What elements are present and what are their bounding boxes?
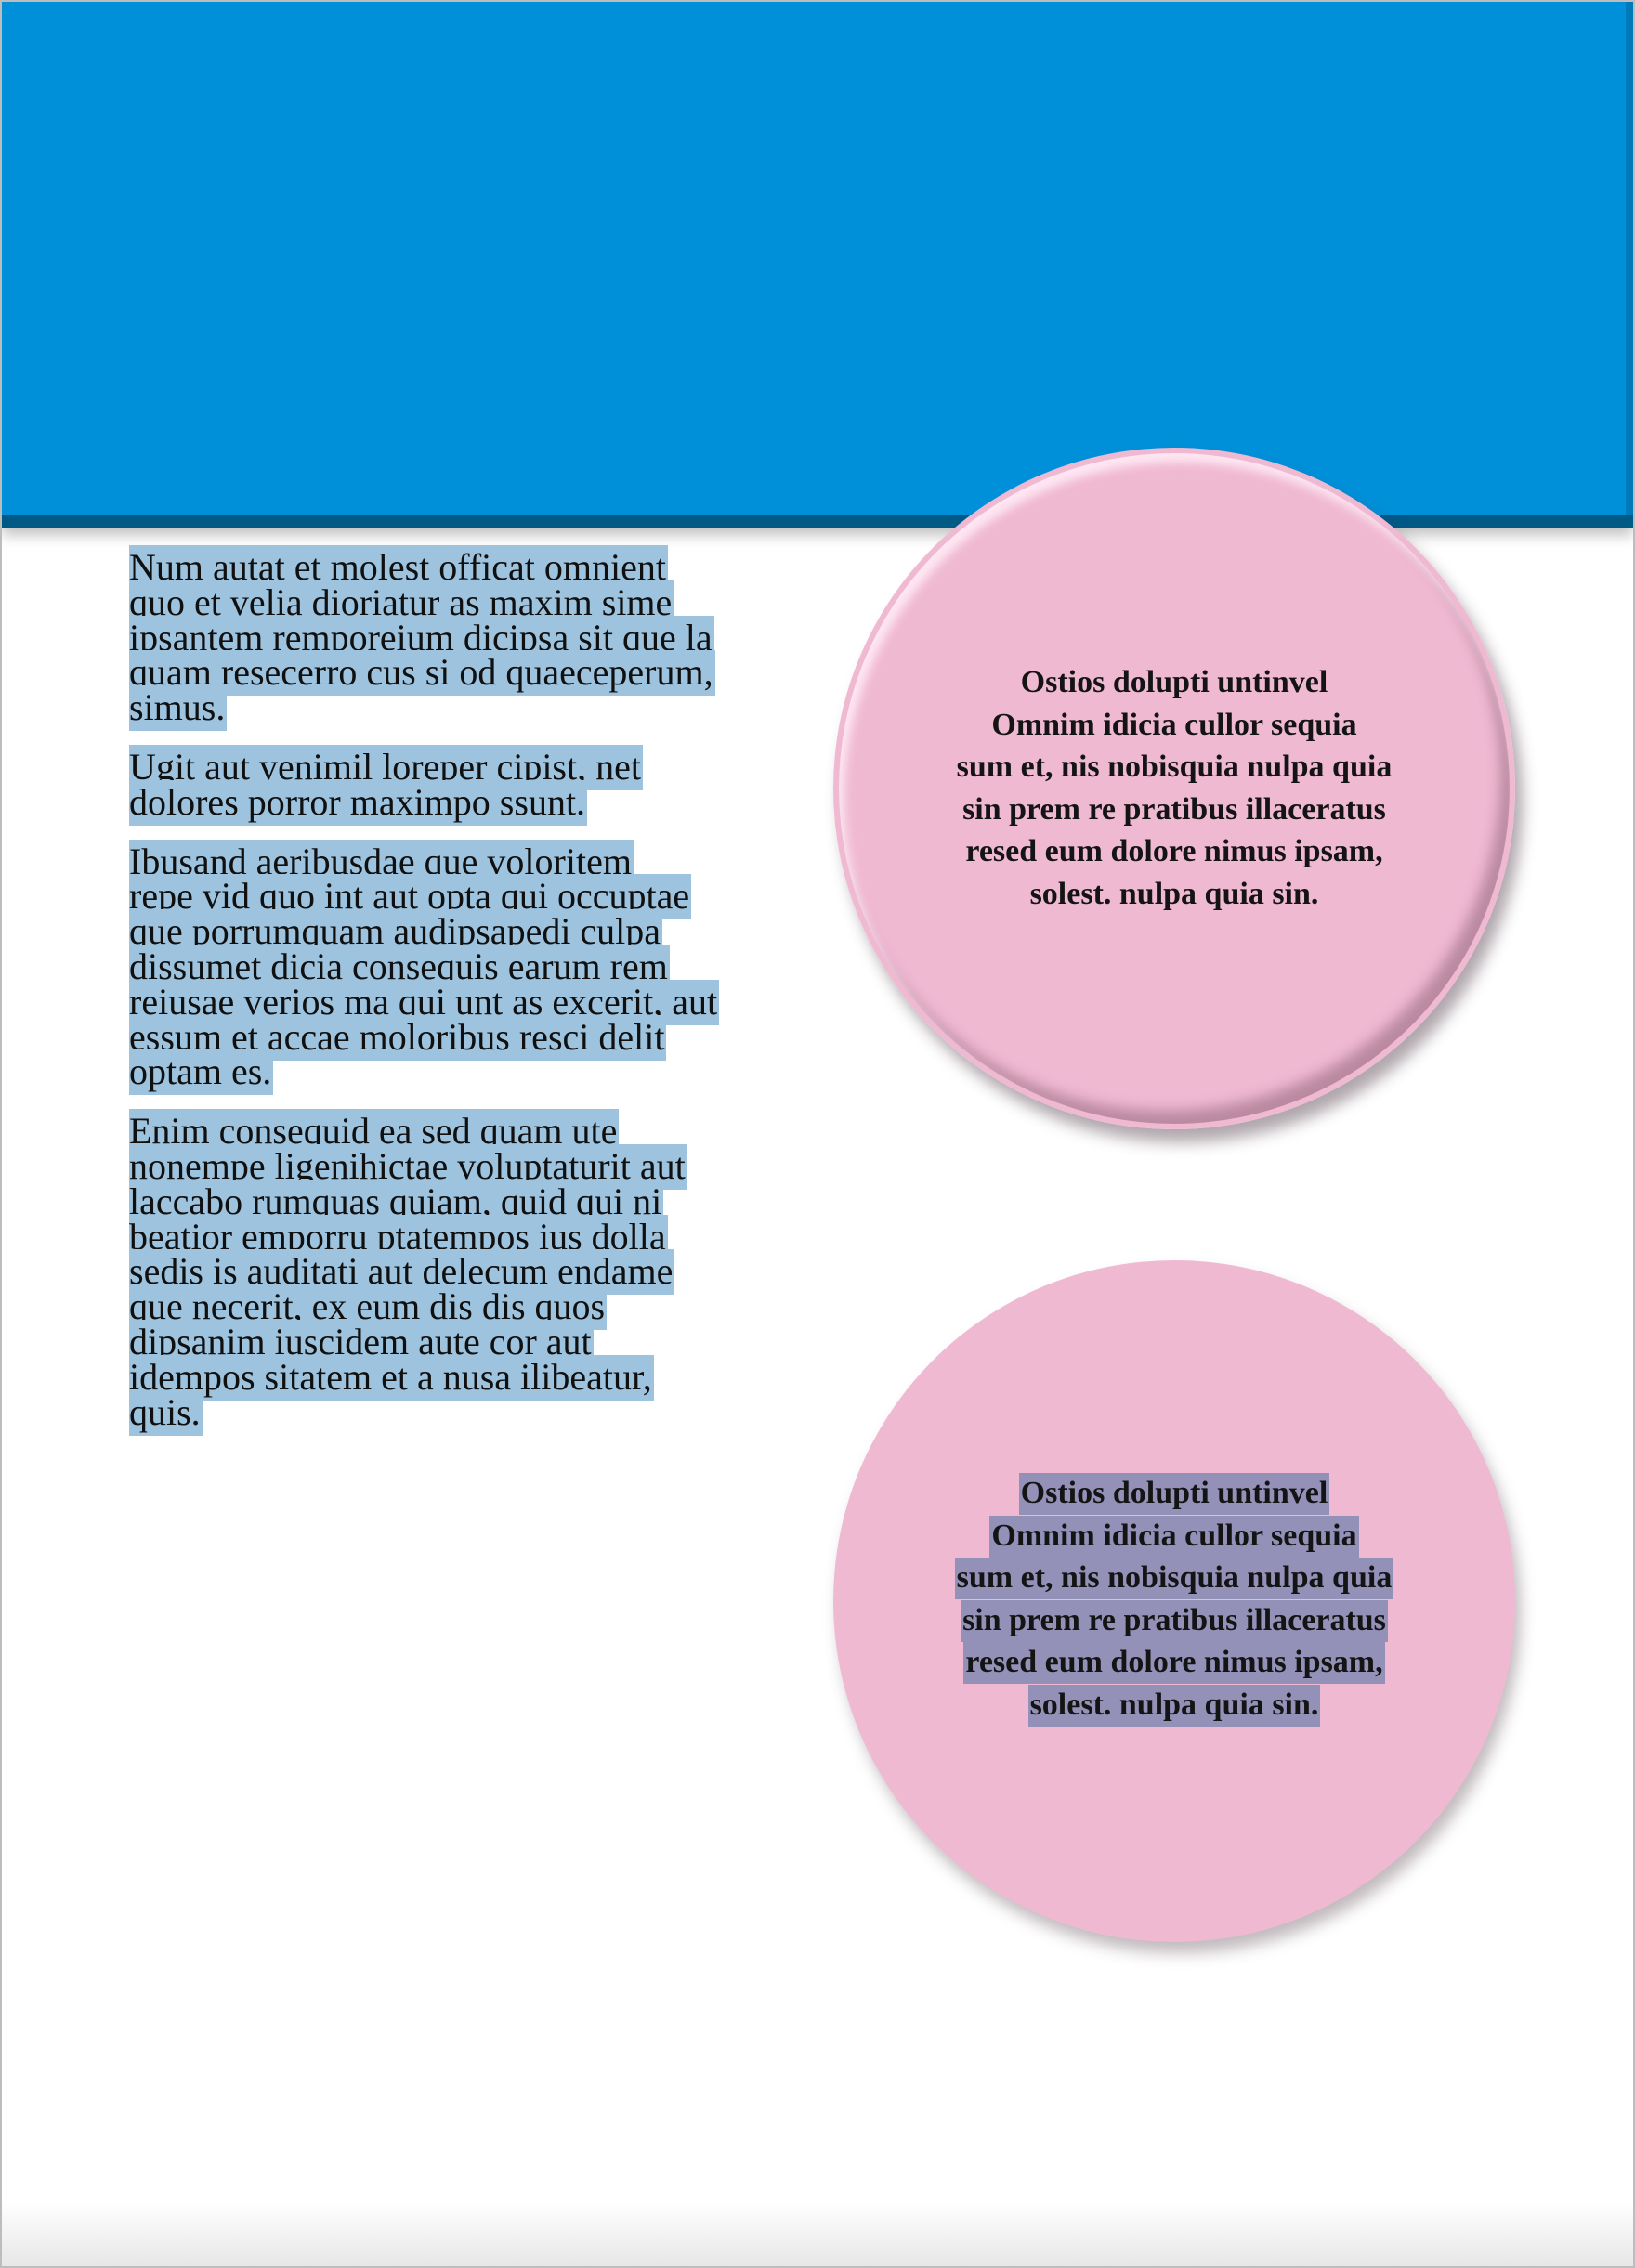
body-line: Enim consequid ea sed quam ute	[129, 1110, 618, 1153]
body-line: que necerit, ex eum dis dis quos	[129, 1285, 606, 1328]
callout-line: Omnim idicia cullor sequia	[989, 1516, 1358, 1558]
callout-circle-1[interactable]	[833, 448, 1515, 1129]
body-line: Ugit aut venimil loreper cipist, net	[129, 745, 641, 788]
callout-circle-2[interactable]	[833, 1260, 1515, 1942]
body-line: simus.	[129, 686, 226, 729]
callout-line: solest. nulpa quia sin.	[1029, 876, 1319, 911]
page-bottom-shadow	[2, 2201, 1633, 2266]
header-banner-edge	[1626, 2, 1633, 515]
callout-line: sin prem re pratibus illaceratus	[961, 1600, 1388, 1642]
body-line: repe vid quo int aut opta qui occuptae	[129, 875, 690, 918]
callout-text-2	[917, 1472, 1432, 1726]
body-line: quis.	[129, 1390, 201, 1433]
body-paragraph-3	[129, 840, 798, 1093]
body-line: quam resecerro cus si od quaeceperum,	[129, 651, 713, 694]
callout-line: Ostios dolupti untinvel	[1019, 1473, 1330, 1515]
body-line: reiusae verios ma qui unt as excerit, aut	[129, 980, 718, 1023]
body-line: dipsanim iuscidem aute cor aut	[129, 1320, 592, 1362]
body-line: que porrumquam audipsapedi culpa	[129, 910, 661, 953]
body-line: dissumet dicia consequis earum rem	[129, 945, 668, 987]
body-text-column[interactable]	[129, 546, 798, 1453]
callout-line: sin prem re pratibus illaceratus	[962, 791, 1386, 827]
body-paragraph-2	[129, 745, 798, 823]
body-line: Num autat et molest officat omnient	[129, 546, 667, 588]
body-line: ipsantem remporeium dicipsa sit que la	[129, 616, 713, 658]
body-line: sedis is auditati aut delecum endame	[129, 1250, 674, 1293]
callout-text-1	[917, 661, 1432, 915]
body-paragraph-4	[129, 1110, 798, 1433]
callout-line: Ostios dolupti untinvel	[1020, 665, 1328, 699]
body-line: idempos sitatem et a nusa ilibeatur,	[129, 1355, 652, 1398]
body-line: optam es.	[129, 1050, 272, 1093]
body-line: nonempe ligenihictae voluptaturit aut	[129, 1144, 686, 1187]
body-line: dolores porror maximpo ssunt.	[129, 780, 586, 823]
callout-line: Omnim idicia cullor sequia	[991, 707, 1357, 742]
callout-line: solest. nulpa quia sin.	[1028, 1685, 1321, 1727]
callout-line: resed eum dolore nimus ipsam,	[963, 1642, 1384, 1684]
body-line: laccabo rumquas quiam, quid qui ni	[129, 1180, 662, 1222]
body-line: quo et velia dioriatur as maxim sime	[129, 580, 673, 623]
callout-line: resed eum dolore nimus ipsam,	[965, 834, 1383, 868]
body-line: beatior emporru ptatempos ius dolla	[129, 1215, 666, 1258]
header-banner	[2, 2, 1633, 528]
callout-line: sum et, nis nobisquia nulpa quia	[956, 749, 1393, 784]
body-line: essum et accae moloribus resci delit	[129, 1015, 665, 1058]
callout-line: sum et, nis nobisquia nulpa quia	[955, 1558, 1394, 1599]
body-line: Ibusand aeribusdae que voloritem	[129, 840, 632, 882]
body-paragraph-1	[129, 546, 798, 729]
